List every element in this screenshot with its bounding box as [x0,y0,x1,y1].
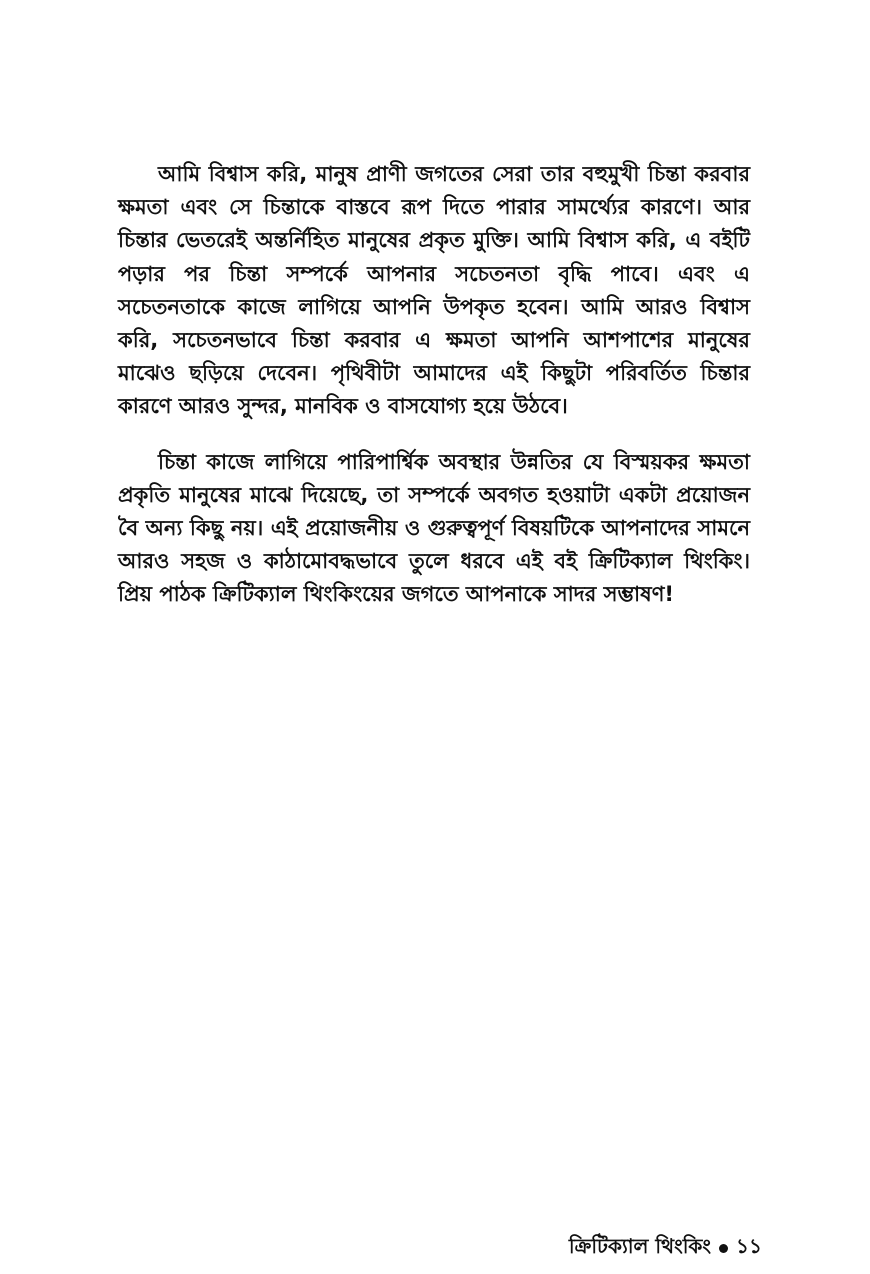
body-text [118,158,750,634]
bullet-icon [719,1244,728,1253]
page-footer [569,1232,762,1265]
running-title: ক্রিটিক্যাল থিংকিং [568,1234,712,1258]
page-number: ১১ [736,1234,762,1258]
paragraph-2: চিন্তা কাজে লাগিয়ে পারিপার্শ্বিক অবস্থার উন্নতির যে বিস্ময়কর ক্ষমতা প্রকৃতি মানুষের মাঝে দিয়েছে, তা সম্পর্কে অবগত হওয়াটা একটা প্রয়োজন বৈ অন্য কিছু নয়। এই প্রয়োজনীয় ও গুরুত্বপূর্ণ বিষয়টিকে আপনাদের সামনে আরও সহজ ও কাঠামোবদ্ধভাবে তুলে ধরবে এই বই ক্রিটিক্যাল থিংকিং। প্রিয় পাঠক ক্রিটিক্যাল থিংকিংয়ের জগতে আপনাকে সাদর সম্ভাষণ! [118,449,750,607]
paragraph-1: আমি বিশ্বাস করি, মানুষ প্রাণী জগতের সেরা তার বহুমুখী চিন্তা করবার ক্ষমতা এবং সে চিন্তাকে বাস্তবে রূপ দিতে পারার সামর্থ্যের কারণে। আর চিন্তার ভেতরেই অন্তর্নিহিত মানুষের প্রকৃত মুক্তি। আমি বিশ্বাস করি, এ বইটি পড়ার পর চিন্তা সম্পর্কে আপনার সচেতনতা বৃদ্ধি পাবে। এবং এ সচেতনতাকে কাজে লাগিয়ে আপনি উপকৃত হবেন। আমি আরও বিশ্বাস করি, সচেতনভাবে চিন্তা করবার এ ক্ষমতা আপনি আশপাশের মানুষের মাঝেও ছড়িয়ে দেবেন। পৃথিবীটা আমাদের এই কিছুটা পরিবর্তিত চিন্তার কারণে আরও সুন্দর, মানবিক ও বাসযোগ্য হয়ে উঠবে। [118,162,750,419]
